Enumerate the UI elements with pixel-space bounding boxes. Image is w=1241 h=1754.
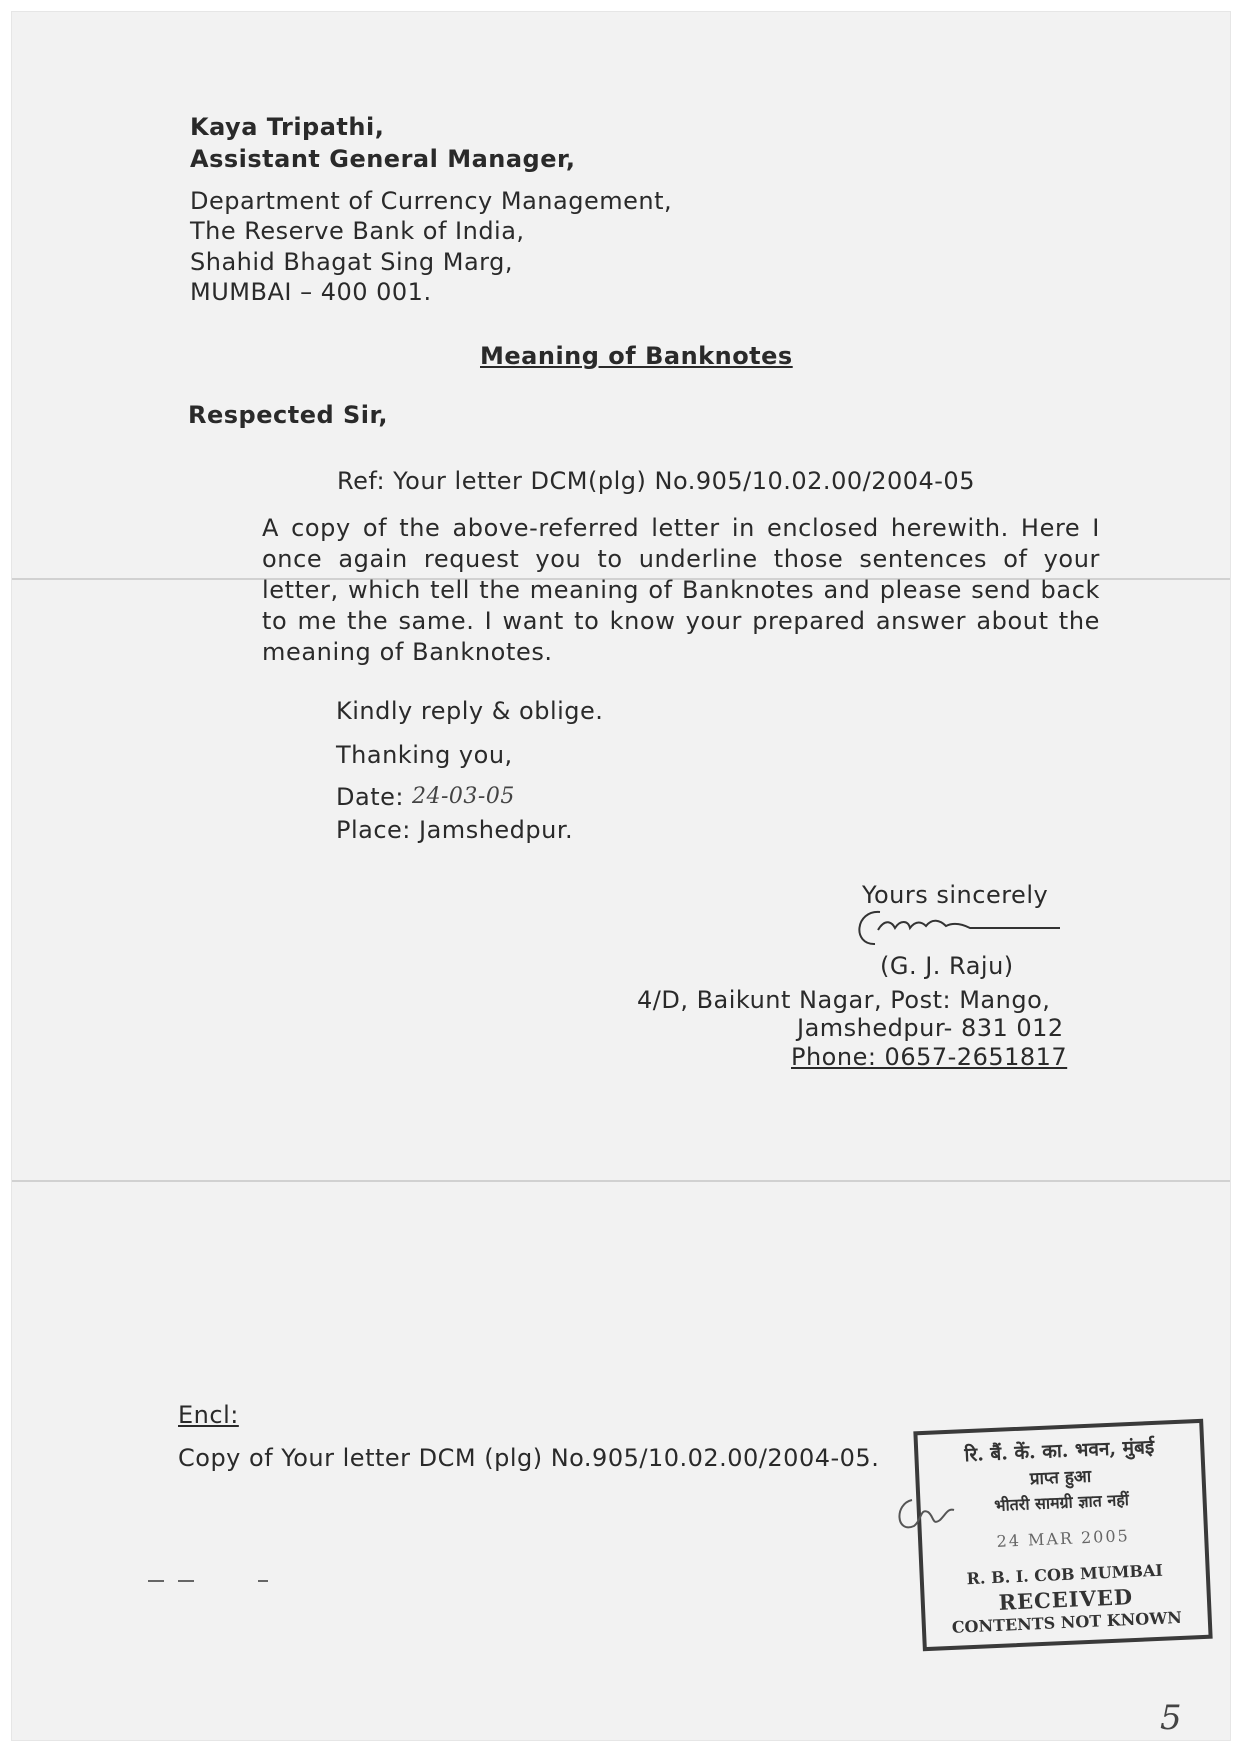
date-label: Date: [336,783,404,811]
recipient-title: Assistant General Manager, [190,145,576,173]
closing-thanks: Thanking you, [336,741,513,769]
recipient-name: Kaya Tripathi, [190,113,385,141]
page-number: 5 [1160,1698,1183,1738]
recipient-address-line: Department of Currency Management, [190,187,673,215]
reference-line: Ref: Your letter DCM(plg) No.905/10.02.00/2004-05 [337,467,975,495]
closing-reply: Kindly reply & oblige. [336,697,604,725]
enclosure-label: Encl: [178,1401,239,1429]
valediction: Yours sincerely [862,881,1049,909]
stamp-org: R. B. I. COB MUMBAI [966,1560,1164,1589]
stamp-contents: CONTENTS NOT KNOWN [951,1607,1183,1637]
signature-icon [850,900,1080,952]
recipient-address-line: Shahid Bhagat Sing Marg, [190,248,513,276]
enclosure-text: Copy of Your letter DCM (plg) No.905/10.02.00/2004-05. [178,1444,880,1472]
stamp-received: RECEIVED [998,1584,1134,1615]
date-value-handwritten: 24-03-05 [412,784,515,809]
divider [258,1580,268,1582]
recipient-address-line: MUMBAI – 400 001. [190,278,432,306]
stamp-date: 24 MAR 2005 [996,1526,1131,1551]
stamp-hindi-line: रि. बैं. कें. का. भवन, मुंबई [964,1435,1155,1467]
recipient-address-line: The Reserve Bank of India, [190,217,525,245]
divider [178,1580,194,1582]
body-paragraph: A copy of the above-referred letter in enclosed herewith. Here I once again request you to underline those sentences of your letter, which tell the meaning of Banknotes and please send back to me the same. I want to know your prepared answer about the meaning of Banknotes. [262,514,1100,666]
fold-crease [12,1180,1230,1182]
divider [148,1580,164,1582]
stamp-hindi-line: प्राप्त हुआ [1029,1466,1092,1490]
subject-heading: Meaning of Banknotes [480,342,793,370]
signer-address-line: Jamshedpur- 831 012 [797,1014,1064,1042]
stamp-hindi-line: भीतरी सामग्री ज्ञात नहीं [993,1490,1130,1515]
place-line: Place: Jamshedpur. [336,816,574,844]
signer-phone: Phone: 0657-2651817 [791,1043,1068,1071]
initials-icon [892,1490,972,1540]
signer-name: (G. J. Raju) [880,952,1014,980]
signer-address-line: 4/D, Baikunt Nagar, Post: Mango, [637,986,1051,1014]
salutation: Respected Sir, [188,401,388,429]
